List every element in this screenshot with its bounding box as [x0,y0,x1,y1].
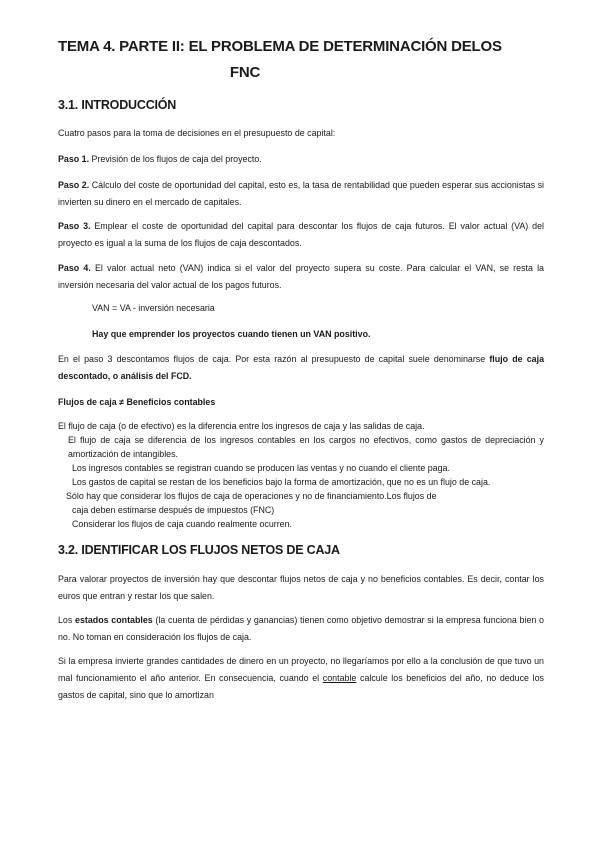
estados-contables-bold: estados contables [75,615,153,625]
paragraph-3-post: calcule los beneficios del año, no deduce los gastos de capital, sino que lo amortizan [58,673,544,700]
paso-3-text: Emplear el coste de oportunidad del capital para descontar los flujos de caja futuros. El valor actual (VA) del proyecto es igual a la suma de los flujos de caja descontados. [58,221,544,248]
flujos-line-6: caja deben estimarse después de impuestos (FNC) [72,505,275,515]
paso-4-paragraph [58,260,544,294]
section-2-paragraph-2 [58,612,544,646]
flujos-line-5: Sólo hay que considerar los flujos de caja de operaciones y no de financiamiento.Los flujos de [66,491,437,501]
paso-1-paragraph [58,151,544,168]
paso-2-paragraph [58,177,544,211]
contable-link[interactable]: contable [322,673,357,683]
paso-4-text: El valor actual neto (VAN) indica si el valor del proyecto supera su coste. Para calcular el VAN, se resta la inversión necesaria del valor actual de los pagos futuros. [58,263,544,290]
paso-2-label: Paso 2. [58,180,90,190]
section-2-paragraph-1: Para valorar proyectos de inversión hay que descontar flujos netos de caja y no beneficios contables. Es decir, contar los euros que entran y restar los que salen. [58,574,544,601]
section-2-heading: 3.2. IDENTIFICAR LOS FLUJOS NETOS DE CAJA [58,543,340,557]
van-formula: VAN = VA - inversión necesaria [92,303,215,313]
intro-paragraph: Cuatro pasos para la toma de decisiones en el presupuesto de capital: [58,128,336,138]
page-title-line-2: FNC [229,64,261,81]
paso-4-label: Paso 4. [58,263,91,273]
section-1-heading: 3.1. INTRODUCCIÓN [58,98,177,112]
paragraph-3-pre: Si la empresa invierte grandes cantidades de dinero en un proyecto, no llegaríamos por ello a la conclusión de que tuvo un mal funcionamiento el año anterior. En consecuencia, cuando el [58,656,544,683]
paragraph-2-pre: Los [58,615,76,625]
fcd-paragraph [58,351,544,385]
paso-3-label: Paso 3. [58,221,91,231]
flujos-line-2: El flujo de caja se diferencia de los ingresos contables en los cargos no efectivos, como gastos de depreciación y amortización de intangibles. [68,435,544,459]
fcd-text: En el paso 3 descontamos flujos de caja. Por esta razón al presupuesto de capital suele denominarse [58,354,490,364]
paso-2-text: Cálculo del coste de oportunidad del capital, esto es, la tasa de rentabilidad que pueden esperar sus accionistas si invierten su dinero en el mercado de capitales. [58,180,544,207]
flujos-heading: Flujos de caja ≠ Beneficios contables [58,397,216,407]
paso-1-text: Previsión de los flujos de caja del proyecto. [89,154,262,164]
section-2-paragraph-3 [58,653,544,704]
flujos-line-7: Considerar los flujos de caja cuando realmente ocurren. [72,519,293,529]
flujos-line-1: El flujo de caja (o de efectivo) es la diferencia entre los ingresos de caja y las salidas de caja. [58,421,425,431]
fcd-bold: flujo de caja descontado, o análisis del FCD. [58,354,545,381]
flujos-line-4: Los gastos de capital se restan de los beneficios bajo la forma de amortización, que no es un flujo de caja. [72,477,491,487]
paso-1-label: Paso 1. [58,154,90,164]
page-title-line-1: TEMA 4. PARTE II: EL PROBLEMA DE DETERMINACIÓN DELOS [58,38,502,55]
flujos-line-3: Los ingresos contables se registran cuando se producen las ventas y no cuando el cliente paga. [72,463,450,473]
paragraph-2-post: (la cuenta de pérdidas y ganancias) tienen como objetivo demostrar si la empresa funciona bien o no. No toman en consideración los flujos de caja. [58,615,544,642]
van-emphasis: Hay que emprender los proyectos cuando tienen un VAN positivo. [92,329,371,339]
paso-3-paragraph [58,218,544,252]
